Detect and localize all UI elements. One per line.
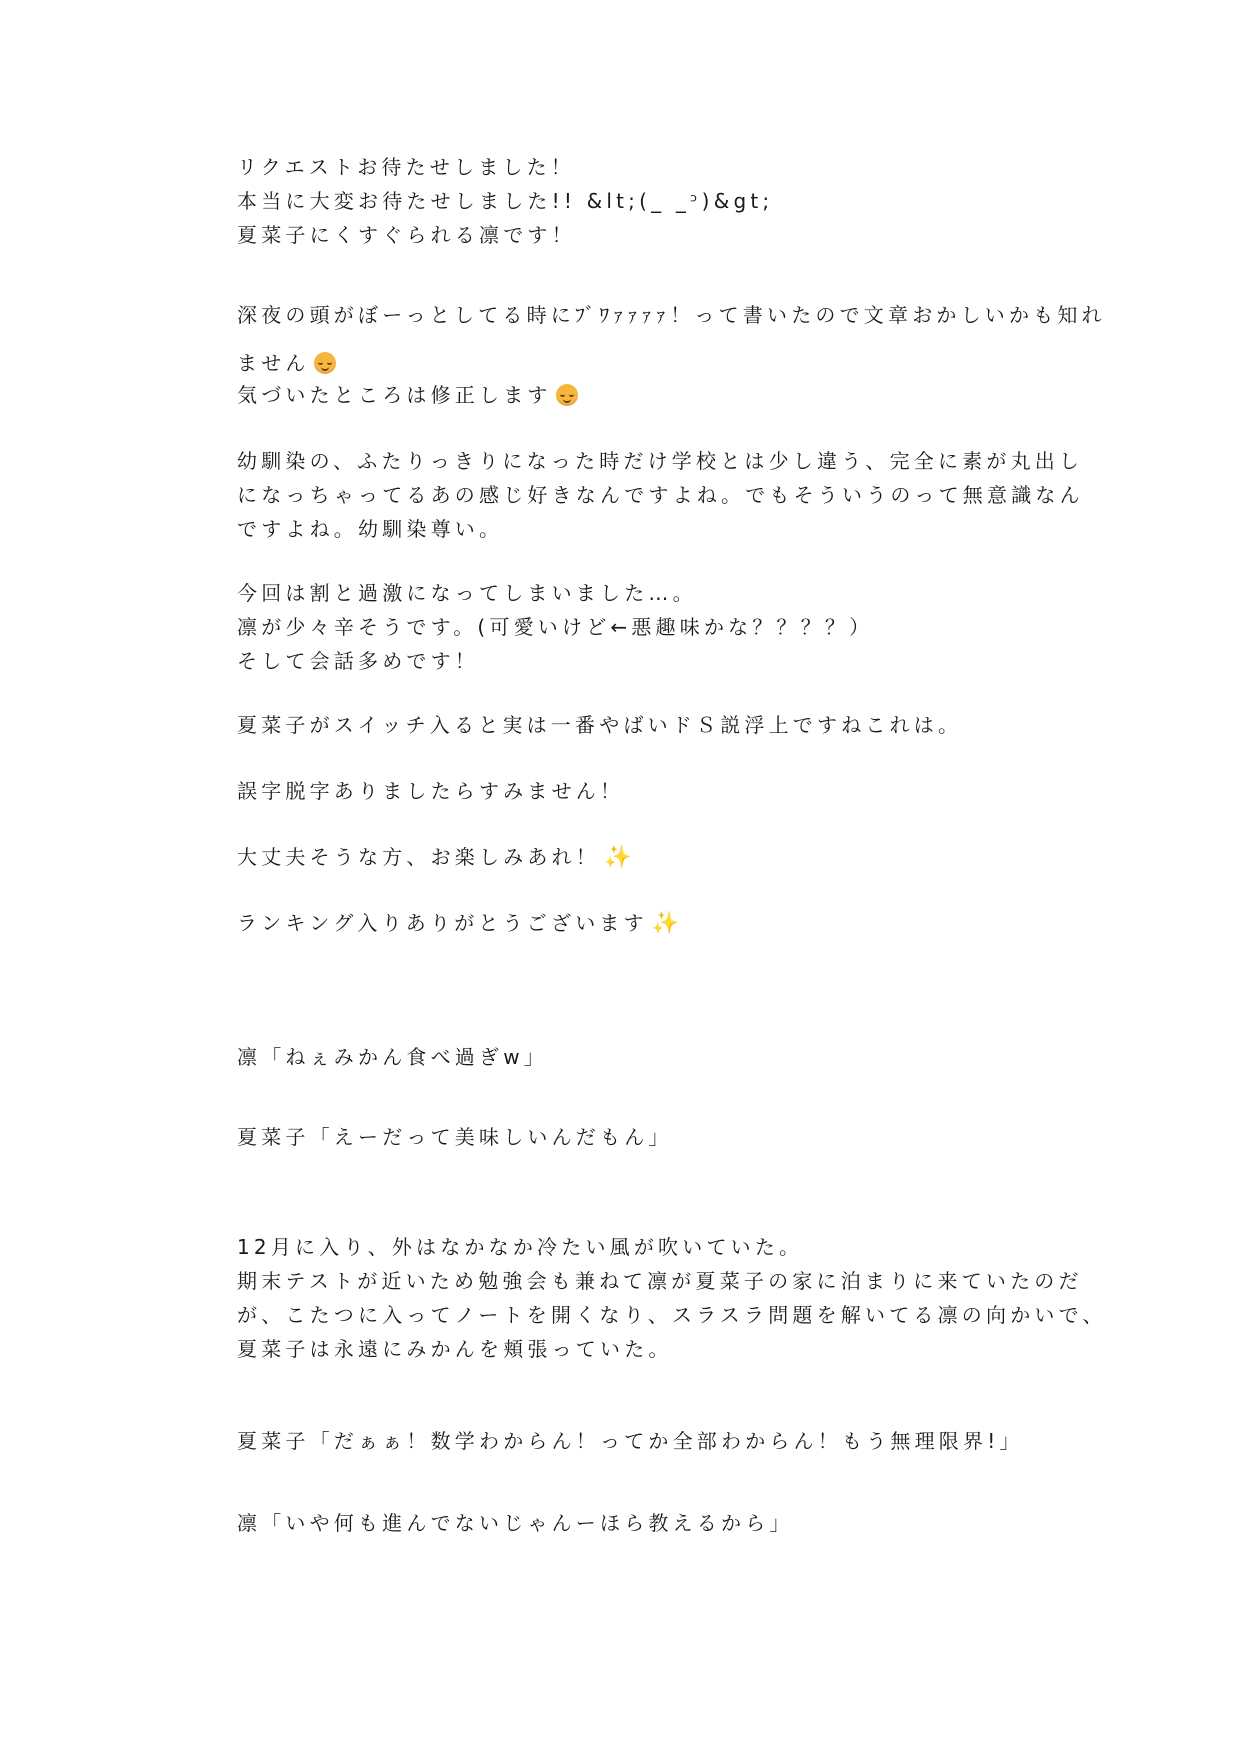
dialogue-line: 凛「ねぇみかん食べ過ぎw」 [237,1045,548,1069]
sparkles-icon: ✨ [651,911,680,936]
text-line [237,910,679,937]
text-line: そして会話多めです！ [237,649,479,673]
text-line: 深夜の頭がぼーっとしてる時にﾌﾞﾜｧｧｧｧ！って書いたので文章おかしいかも知れ [237,303,1106,327]
text-line: 今回は割と過激になってしまいました…。 [237,581,697,605]
text-line [237,382,578,408]
text-line: 夏菜子にくすぐられる凛です！ [237,223,576,247]
dialogue-line: 凛「いや何も進んでないじゃんーほら教えるから」 [237,1511,794,1535]
text-line: 夏菜子がスイッチ入ると実は一番やばいドＳ説浮上ですねこれは。 [237,713,963,737]
text-line [237,844,631,871]
text-line: 期末テストが近いため勉強会も兼ねて凛が夏菜子の家に泊まりに来ていたのだ [237,1269,1083,1293]
text-line: 凛が少々辛そうです。(可愛いけど←悪趣味かな？？？？） [237,615,874,639]
relieved-face-icon [314,352,336,374]
text-line: 12月に入り、外はなかなか冷たい風が吹いていた。 [237,1235,804,1259]
text-line [237,350,336,376]
text-line: リクエストお待たせしました！ [237,155,575,179]
text-span: ません [237,351,310,375]
text-span: ランキング入りありがとうございます [237,911,648,935]
relieved-face-icon [556,384,578,406]
text-span: 大丈夫そうな方、お楽しみあれ！ [237,845,600,869]
text-line: になっちゃってるあの感じ好きなんですよね。でもそういうのって無意識なん [237,483,1084,507]
text-line: 夏菜子は永遠にみかんを頬張っていた。 [237,1337,673,1361]
text-line: 誤字脱字ありましたらすみません！ [237,779,625,803]
text-line: ですよね。幼馴染尊い。 [237,517,504,541]
text-line: が、こたつに入ってノートを開くなり、スラスラ問題を解いてる凛の向かいで、 [237,1303,1107,1327]
dialogue-line: 夏菜子「えーだって美味しいんだもん」 [237,1125,673,1149]
text-line: 幼馴染の、ふたりっきりになった時だけ学校とは少し違う、完全に素が丸出し [237,449,1084,473]
dialogue-line: 夏菜子「だぁぁ！数学わからん！ってか全部わからん！もう無理限界!」 [237,1429,1024,1453]
text-line: 本当に大変お待たせしました!! &lt;(_ _ᵓ)&gt; [237,189,774,213]
text-span: 気づいたところは修正します [237,383,552,407]
sparkles-icon: ✨ [604,845,632,870]
